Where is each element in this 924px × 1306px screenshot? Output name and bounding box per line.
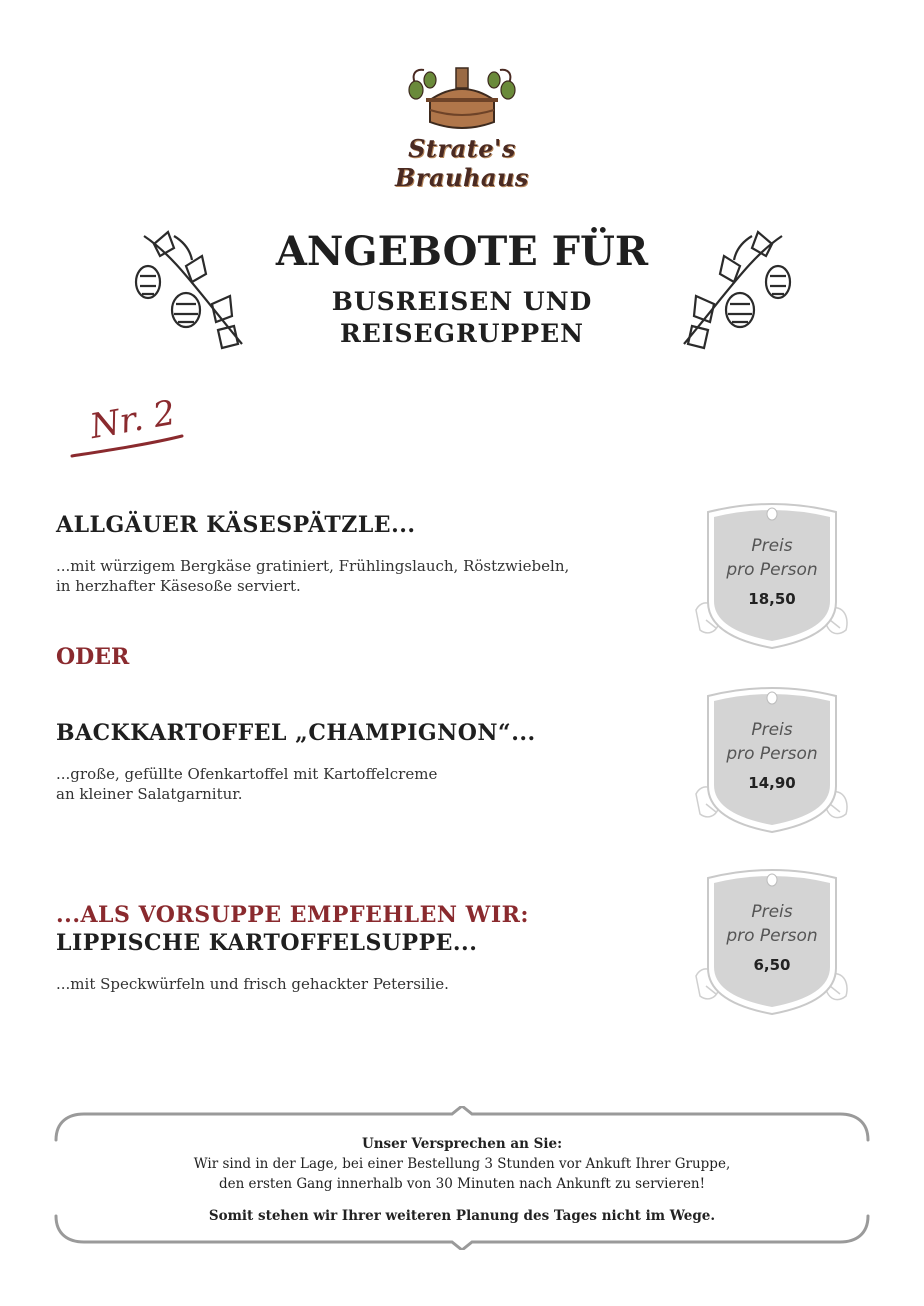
- promise-line: den ersten Gang innerhalb von 30 Minuten nach Ankunft zu servieren!: [218, 1176, 706, 1192]
- price-badge: [692, 682, 852, 852]
- dish-description: ...mit Speckwürfeln und frisch gehackter Petersilie.: [56, 975, 449, 993]
- dish-description: ...mit würzigem Bergkäse gratiniert, Frühlingslauch, Röstzwiebeln, in herzhafter Käsesoße serviert.: [56, 557, 570, 595]
- promise-line: Wir sind in der Lage, bei einer Bestellung 3 Stunden vor Ankuft Ihrer Gruppe,: [193, 1156, 731, 1172]
- promise-heading: Unser Versprechen an Sie:: [361, 1136, 563, 1152]
- page-subtitle: [262, 286, 662, 350]
- price-label: Preis pro Person: [726, 902, 818, 946]
- soup-recommendation-heading: ...ALS VORSUPPE EMPFEHLEN WIR:: [56, 902, 530, 928]
- brew-kettle-with-hops-icon: [400, 60, 524, 140]
- brand-name: Strate's Brauhaus: [395, 134, 529, 192]
- promise-text: [54, 1134, 870, 1226]
- dish-title: ALLGÄUER KÄSESPÄTZLE...: [56, 512, 416, 538]
- price-label: Preis pro Person: [726, 720, 818, 764]
- dish-description: ...große, gefüllte Ofenkartoffel mit Kartoffelcreme an kleiner Salatgarnitur.: [56, 765, 438, 803]
- promise-closing: Somit stehen wir Ihrer weiteren Planung des Tages nicht im Wege.: [208, 1208, 716, 1224]
- price-label: Preis pro Person: [726, 536, 818, 580]
- page-title: ANGEBOTE FÜR: [275, 228, 649, 275]
- brand-logo: [340, 60, 584, 192]
- promise-box: [54, 1106, 870, 1250]
- hop-vine-icon: [674, 226, 792, 354]
- separator-oder: ODER: [56, 644, 130, 670]
- shield-badge-icon: [692, 682, 852, 852]
- price-badge: [692, 864, 852, 1034]
- price-value: 6,50: [753, 956, 791, 974]
- price-value: 14,90: [748, 774, 796, 792]
- offer-number-underline: [70, 428, 186, 462]
- shield-badge-icon: [692, 498, 852, 668]
- subtitle-line: BUSREISEN UND: [331, 287, 593, 316]
- hop-vine-icon: [134, 226, 252, 354]
- offer-number: Nr. 2: [87, 392, 179, 448]
- price-value: 18,50: [748, 590, 796, 608]
- price-badge: [692, 498, 852, 668]
- dish-title: BACKKARTOFFEL „CHAMPIGNON“...: [56, 720, 536, 746]
- dish-title: LIPPISCHE KARTOFFELSUPPE...: [56, 930, 478, 956]
- subtitle-line: REISEGRUPPEN: [339, 319, 585, 348]
- shield-badge-icon: [692, 864, 852, 1034]
